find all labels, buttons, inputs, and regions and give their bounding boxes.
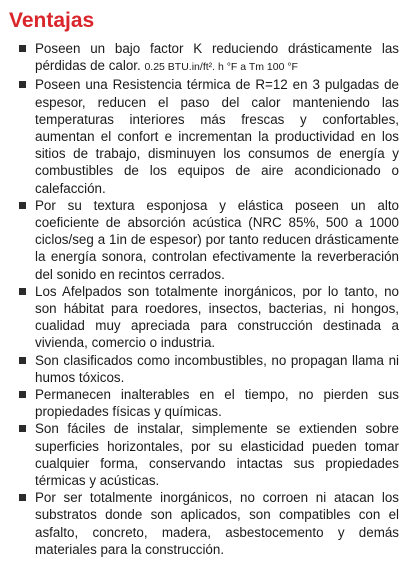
square-bullet-icon	[19, 288, 26, 295]
square-bullet-icon	[19, 45, 26, 52]
list-item-text: Son fáciles de instalar, simplemente se extienden sobre superficies horizontales, por su elasticidad pueden tomar cualquier forma, conservando intactas sus propiedades térmicas y acústicas.	[35, 421, 399, 489]
square-bullet-icon	[19, 357, 26, 364]
list-item-text: Por su textura esponjosa y elástica poseen un alto coeficiente de absorción acústica (NRC 85%, 500 a 1000 ciclos/seg a 1in de espesor) por tanto reducen drásticamente la energía sonora, controlan efectivamente la reverberación del sonido en recintos cerrados.	[35, 197, 399, 282]
list-item-text: Permanecen inalterables en el tiempo, no pierden sus propiedades físicas y químicas.	[35, 387, 399, 420]
list-item	[9, 40, 399, 76]
square-bullet-icon	[19, 81, 26, 88]
square-bullet-icon	[19, 391, 26, 398]
list-item	[9, 283, 399, 352]
list-item	[9, 420, 399, 489]
square-bullet-icon	[19, 425, 26, 432]
list-item-text: Poseen un bajo factor K reduciendo drásticamente las pérdidas de calor.	[35, 41, 399, 74]
list-item-text: Los Afelpados son totalmente inorgánicos, por lo tanto, no son hábitat para roedores, insectos, bacterias, ni hongos, cualidad muy apreciada para construcción destinada a vivienda, comercio o industria.	[35, 283, 399, 351]
list-item	[9, 386, 399, 420]
list-item	[9, 76, 399, 196]
list-item-note: 0.25 BTU.in/ft². h °F a Tm 100 °F	[144, 61, 298, 74]
benefits-list	[9, 40, 399, 558]
square-bullet-icon	[19, 494, 26, 501]
section-title: Ventajas	[9, 9, 95, 32]
square-bullet-icon	[19, 202, 26, 209]
list-item	[9, 489, 399, 558]
list-item	[9, 352, 399, 386]
list-item-text: Poseen una Resistencia térmica de R=12 en 3 pulgadas de espesor, reducen el paso del calor manteniendo las temperaturas interiores más frescas y confortables, aumentan el confort e incrementan la productividad en los sitios de trabajo, disminuyen los consumos de energía y combustibles de los equipos de aire acondicionado o calefacción.	[35, 77, 399, 196]
list-item-text: Son clasificados como incombustibles, no propagan llama ni humos tóxicos.	[35, 352, 399, 385]
list-item-text: Por ser totalmente inorgánicos, no corroen ni atacan los substratos donde son aplicados, son compatibles con el asfalto, concreto, madera, asbestocemento y demás materiales para la construcción.	[35, 490, 399, 557]
list-item	[9, 197, 399, 283]
